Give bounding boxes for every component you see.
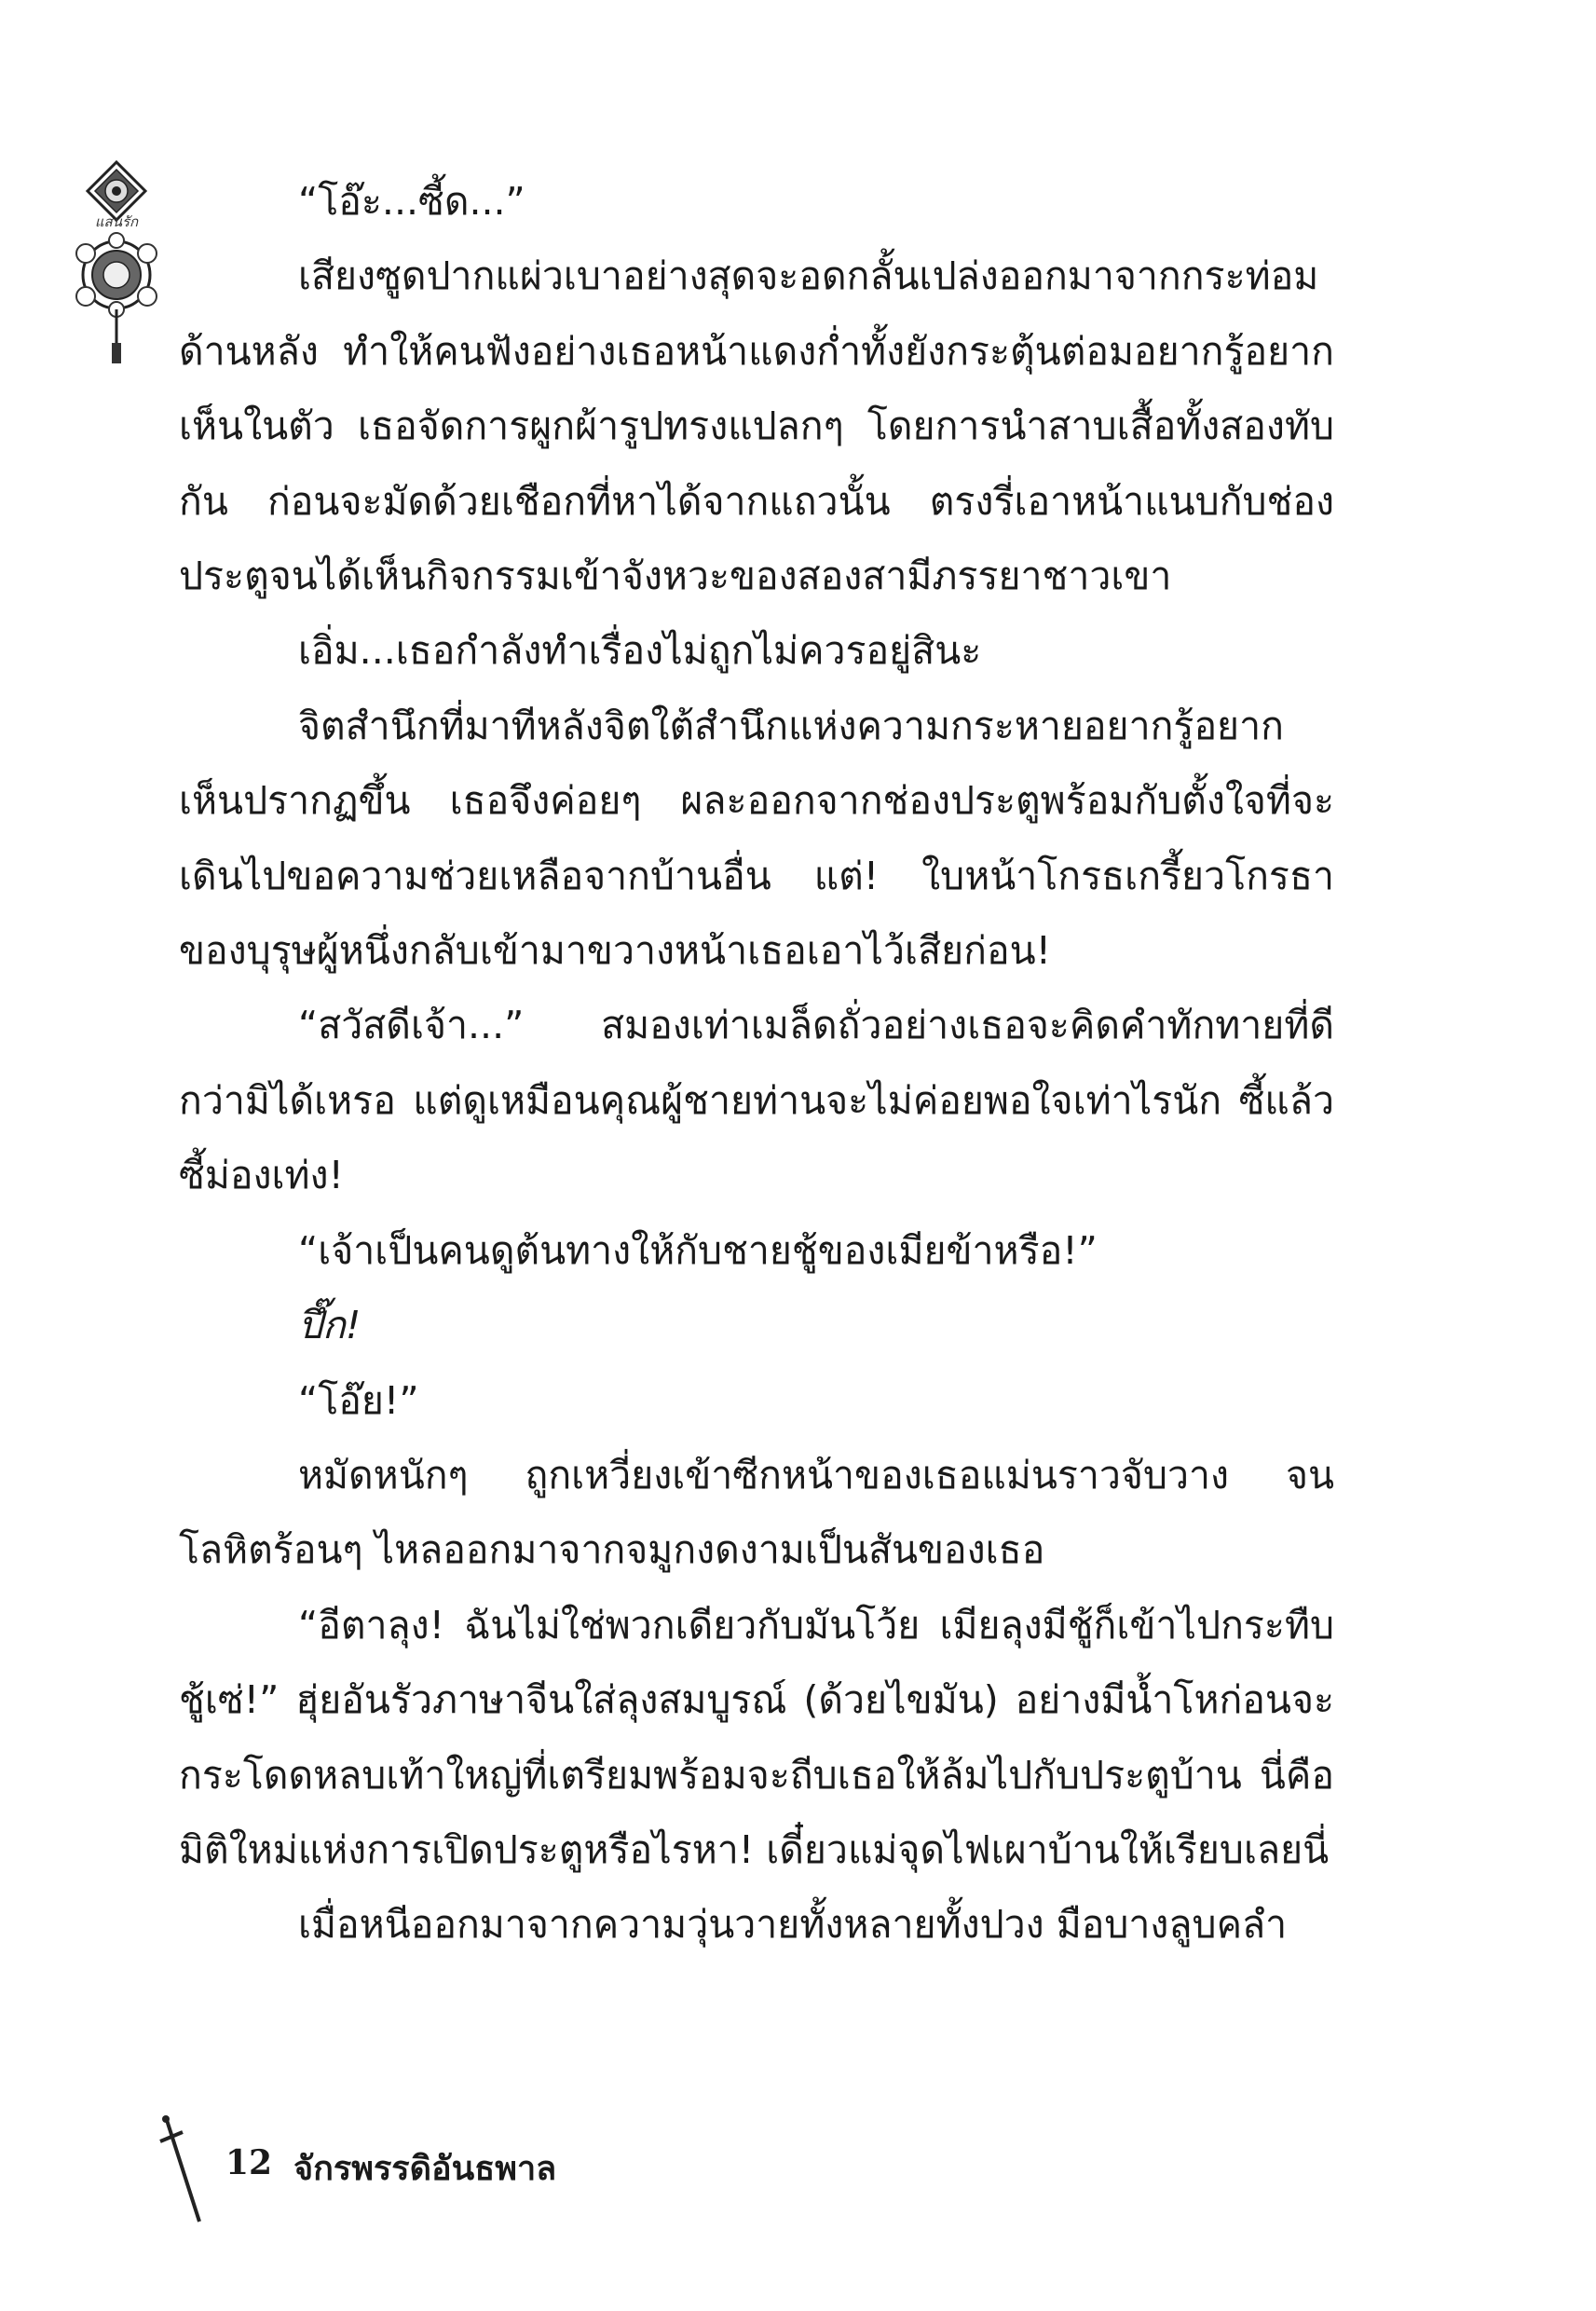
paragraph: เสียงซูดปากแผ่วเบาอย่างสุดจะอดกลั้นเปล่งออกมาจากกระท่อมด้านหลัง ทำให้คนฟังอย่างเธอหน้าแดงก่ำทั้งยังกระตุ้นต่อมอยากรู้อยากเห็นในตัว เธอจัดการผูกผ้ารูปทรงแปลกๆ โดยการนำสาบเสื้อทั้งสองทับกัน ก่อนจะมัดด้วยเชือกที่หาได้จากแถวนั้น ตรงรี่เอาหน้าแนบกับช่องประตูจนได้เห็นกิจกรรมเข้าจังหวะของสองสามีภรรยาชาวเขา [179,253,1334,599]
paragraph: “โอ๊ะ...ซี้ด...” [298,179,525,224]
paragraph-sound-effect: ปึ๊ก! [298,1303,361,1348]
paragraph: จิตสำนึกที่มาทีหลังจิตใต้สำนึกแห่งความกระหายอยากรู้อยากเห็นปรากฏขึ้น เธอจึงค่อยๆ ผละออกจากช่องประตูพร้อมกับตั้งใจที่จะเดินไปขอความช่วยเหลือจากบ้านอื่น แต่! ใบหน้าโกรธเกรี้ยวโกรธาของบุรุษผู้หนึ่งกลับเข้ามาขวางหน้าเธอเอาไว้เสียก่อน! [179,703,1334,974]
page-footer [158,2113,717,2225]
paragraph: “เจ้าเป็นคนดูต้นทางให้กับชายชู้ของเมียข้าหรือ!” [298,1227,1098,1273]
paragraph: เอิ่ม...เธอกำลังทำเรื่องไม่ถูกไม่ควรอยู่สินะ [298,628,982,674]
publisher-logo-icon [56,158,177,373]
page-number: 12 [225,2143,273,2182]
paragraph: เมื่อหนีออกมาจากความวุ่นวายทั้งหลายทั้งปวง มือบางลูบคลำ [298,1902,1288,1948]
paragraph: “สวัสดีเจ้า...” สมองเท่าเมล็ดถั่วอย่างเธอจะคิดคำทักทายที่ดีกว่ามิได้เหรอ แต่ดูเหมือนคุณผู้ชายท่านจะไม่ค่อยพอใจเท่าไรนัก ซี้แล้วซี้ม่องเท่ง! [179,1003,1334,1198]
paragraph: “อีตาลุง! ฉันไม่ใช่พวกเดียวกับมันโว้ย เมียลุงมีชู้ก็เข้าไปกระทืบชู้เซ่!” ฮุ่ยอันรัวภาษาจีนใส่ลุงสมบูรณ์ (ด้วยไขมัน) อย่างมีน้ำโหก่อนจะกระโดดหลบเท้าใหญ่ที่เตรียมพร้อมจะถีบเธอให้ล้มไปกับประตูบ้าน นี่คือมิติใหม่แห่งการเปิดประตูหรือไรหา! เดี๋ยวแม่จุดไฟเผาบ้านให้เรียบเลยนี่ [179,1602,1334,1872]
publisher-logo [56,158,177,373]
chapter-body [179,164,1334,1962]
publisher-logo-text: แสนรัก [94,213,139,230]
book-title: จักรพรรดิอันธพาล [293,2149,557,2188]
sword-icon [158,2113,205,2225]
paragraph: หมัดหนักๆ ถูกเหวี่ยงเข้าซีกหน้าของเธอแม่นราวจับวาง จนโลหิตร้อนๆ ไหลออกมาจากจมูกงดงามเป็นสันของเธอ [179,1452,1334,1573]
paragraph: “โอ๊ย!” [298,1377,419,1423]
